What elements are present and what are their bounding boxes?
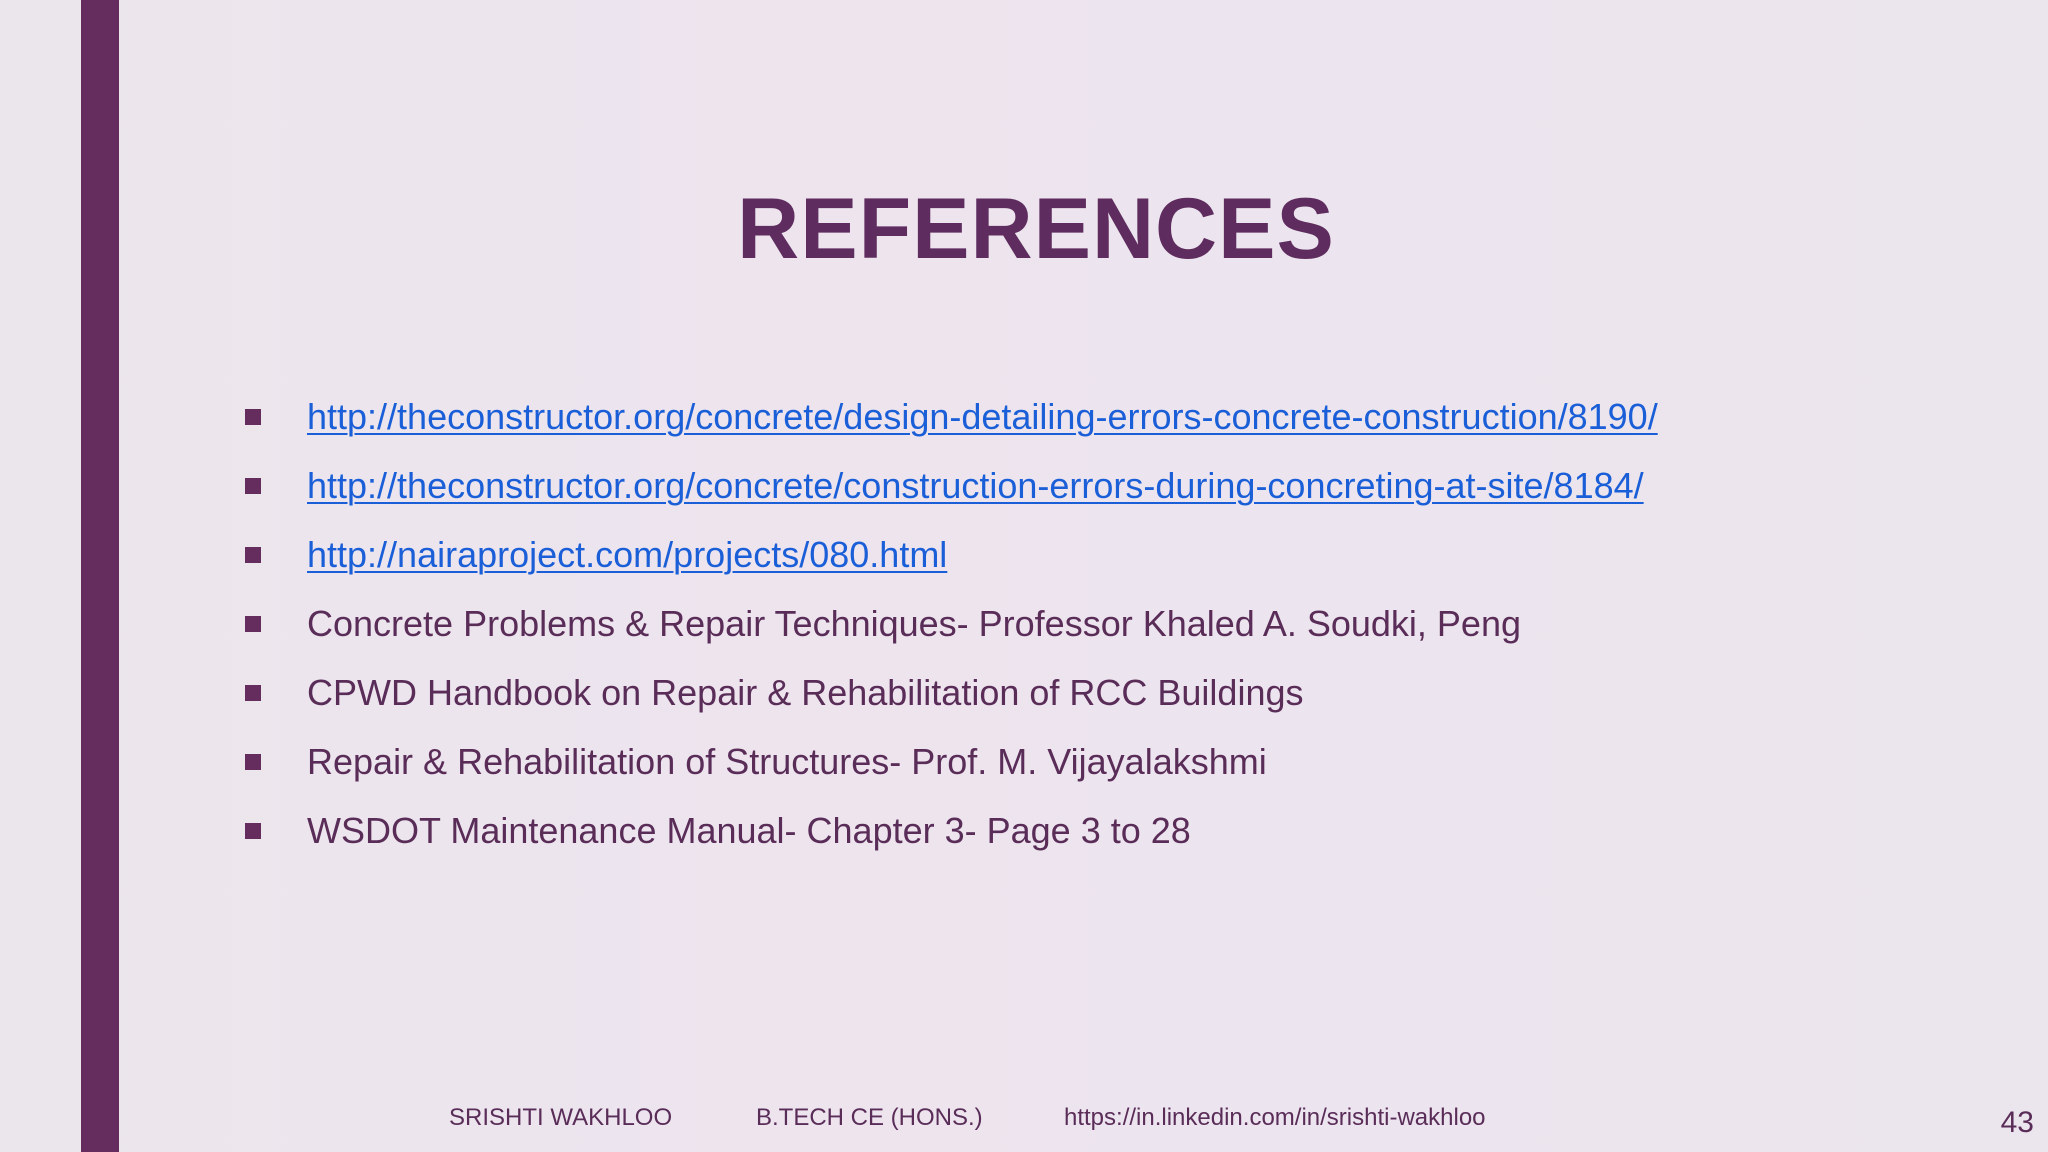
square-bullet-icon bbox=[245, 754, 261, 770]
footer-author: SRISHTI WAKHLOO bbox=[449, 1104, 673, 1131]
reference-text: CPWD Handbook on Repair & Rehabilitation of RCC Buildings bbox=[307, 671, 1304, 713]
list-item bbox=[245, 451, 1845, 520]
reference-text: Concrete Problems & Repair Techniques- Professor Khaled A. Soudki, Peng bbox=[307, 602, 1521, 644]
square-bullet-icon bbox=[245, 409, 261, 425]
list-item bbox=[245, 382, 1845, 451]
square-bullet-icon bbox=[245, 823, 261, 839]
square-bullet-icon bbox=[245, 547, 261, 563]
reference-link[interactable]: http://theconstructor.org/concrete/design-detailing-errors-concrete-construction/8190/ bbox=[307, 395, 1658, 437]
accent-sidebar-bar bbox=[81, 0, 119, 1152]
list-item bbox=[245, 796, 1845, 865]
square-bullet-icon bbox=[245, 685, 261, 701]
footer-degree: B.TECH CE (HONS.) bbox=[756, 1104, 983, 1131]
reference-text: WSDOT Maintenance Manual- Chapter 3- Page 3 to 28 bbox=[307, 809, 1191, 851]
reference-text: Repair & Rehabilitation of Structures- Prof. M. Vijayalakshmi bbox=[307, 740, 1267, 782]
page-number: 43 bbox=[2000, 1106, 2034, 1139]
reference-link[interactable]: http://theconstructor.org/concrete/construction-errors-during-concreting-at-site/8184/ bbox=[307, 464, 1644, 506]
list-item bbox=[245, 658, 1845, 727]
list-item bbox=[245, 727, 1845, 796]
square-bullet-icon bbox=[245, 616, 261, 632]
slide-title: REFERENCES bbox=[737, 181, 1335, 277]
reference-list bbox=[245, 382, 1845, 865]
square-bullet-icon bbox=[245, 478, 261, 494]
list-item bbox=[245, 589, 1845, 658]
reference-link[interactable]: http://nairaproject.com/projects/080.html bbox=[307, 533, 948, 575]
footer-linkedin-url: https://in.linkedin.com/in/srishti-wakhloo bbox=[1064, 1104, 1486, 1131]
list-item bbox=[245, 520, 1845, 589]
